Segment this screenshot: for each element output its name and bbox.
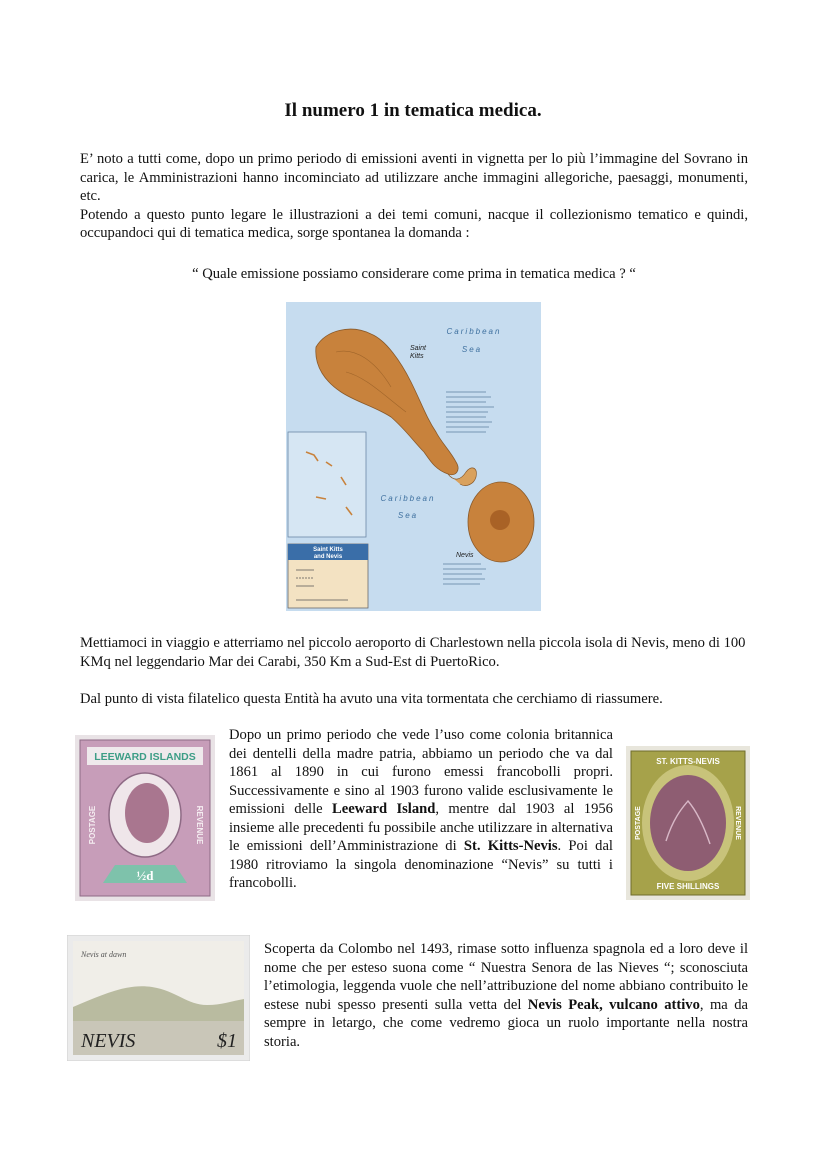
discovery-text-2: , ma da sempre in letargo, che come vedremo gioca un ruolo importante nella nostra storia. xyxy=(264,996,748,1050)
page-title: Il numero 1 in tematica medica. xyxy=(284,100,542,121)
stamp-nevis-value: $1 xyxy=(217,1030,237,1052)
stamp-kitts-left-label: POSTAGE xyxy=(635,806,642,840)
map-label-nevis: Nevis xyxy=(456,552,474,559)
map-saint-kitts-nevis xyxy=(286,302,541,611)
intro-paragraph-2: Potendo a questo punto legare le illustrazioni a dei temi comuni, nacque il collezionismo tematico e quindi, occupandoci qui di tematica medica, sorge spontanea la domanda : xyxy=(80,206,748,241)
stamp-leeward-right-label: REVENUE xyxy=(195,805,204,845)
stamp-kitts-top-label: ST. KITTS-NEVIS xyxy=(656,757,720,766)
intro-text xyxy=(80,150,748,243)
stamp-leeward-islands xyxy=(75,735,215,901)
map-label-saint: Saint xyxy=(410,345,426,352)
discovery-text-1: Scoperta da Colombo nel 1493, rimase sotto influenza spagnola ed a loro deve il nome che per esteso suona come “ Nuestra Senora de las Nieves “; sconosciuta l’etimologia, leggenda vuole che nell’attribuzione del nome abbiano contribuito le estese nubi spesso presenti sulla vetta del xyxy=(264,941,748,1013)
map-label-sea-top-1: Caribbean xyxy=(446,327,502,336)
discovery-paragraph xyxy=(264,940,748,1051)
legend-title-2: and Nevis xyxy=(313,554,343,560)
discovery-bold-nevis-peak: Nevis Peak, vulcano attivo xyxy=(527,996,700,1013)
map-label-sea-mid-2: Sea xyxy=(397,511,419,520)
intro-paragraph-1: E’ noto a tutti come, dopo un primo periodo di emissioni aventi in vignetta per lo più l’immagine del Sovrano in carica, le Amministrazioni hanno incominciato ad utilizzare anche immagini allegoriche, paesaggi, monumenti, etc. xyxy=(80,151,748,204)
travel-paragraph: Mettiamoci in viaggio e atterriamo nel piccolo aeroporto di Charlestown nella piccola isola di Nevis, meno di 100 KMq nel leggendario Mar dei Carabi, 350 Km a Sud-Est di PuertoRico. xyxy=(80,635,746,670)
question-quote: “ Quale emissione possiamo considerare come prima in tematica medica ? “ xyxy=(192,266,636,282)
history-text-2: , mentre dal 1903 al 1956 insieme alle precedenti fu possibile anche utilizzare in alternativa le emissioni dell’Amministrazione di xyxy=(229,801,613,854)
history-bold-kitts-nevis: St. Kitts-Nevis xyxy=(463,838,558,854)
map-label-kitts: Kitts xyxy=(410,353,424,360)
stamp-kitts-right-label: REVENUE xyxy=(734,806,741,840)
map-label-sea-top-2: Sea xyxy=(461,345,483,354)
history-bold-leeward: Leeward Island xyxy=(331,801,436,817)
stamp-leeward-left-label: POSTAGE xyxy=(88,805,97,845)
stamp-kitts-bottom-label: FIVE SHILLINGS xyxy=(656,882,720,891)
stamp-nevis-caption: Nevis at dawn xyxy=(81,950,127,959)
philatelic-paragraph: Dal punto di vista filatelico questa Entità ha avuto una vita tormentata che cerchiamo di riassumere. xyxy=(80,691,663,707)
stamp-nevis-country: NEVIS xyxy=(81,1030,136,1052)
history-text-3: . Poi dal 1980 ritroviamo la singola denominazione “Nevis” su tutti i francobolli. xyxy=(229,838,613,891)
map-label-sea-mid-1: Caribbean xyxy=(380,494,436,503)
stamp-st-kitts-nevis xyxy=(626,746,750,900)
stamp-leeward-value: ½d xyxy=(136,868,154,883)
history-text-1: Dopo un primo periodo che vede l’uso come colonia britannica dei dentelli della madre patria, abbiamo un periodo che va dal 1861 al 1890 in cui furono emessi francobolli propri. Successivamente e sino al 1903 furono valide esclusivamente le emissioni delle xyxy=(229,727,613,817)
stamp-nevis xyxy=(67,935,250,1061)
legend-title-1: Saint Kitts xyxy=(313,547,343,553)
history-paragraph xyxy=(229,726,613,893)
map-inset xyxy=(288,432,366,537)
stamp-leeward-top-label: LEEWARD ISLANDS xyxy=(94,751,196,763)
